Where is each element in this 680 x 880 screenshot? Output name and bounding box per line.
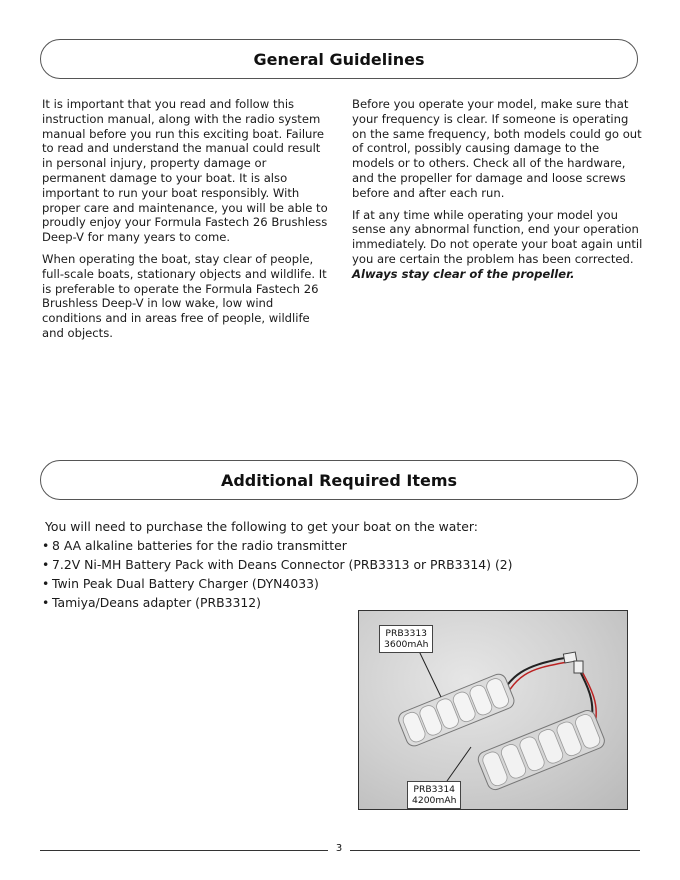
section-title: Additional Required Items [220, 470, 458, 490]
guidelines-paragraph: It is important that you read and follow this instruction manual, along with the radio system manual before you run this exciting boat. Failure to read and understand the manual could result in personal injury, property damage or permanent damage to your boat. It is also important to run your boat responsibly. With proper care and maintenance, you will be able to proudly enjoy your Formula Fastech 26 Brushless Deep-V for many years to come. [42, 97, 328, 245]
callout-capacity: 3600mAh [384, 639, 429, 650]
callout-leader [419, 651, 441, 697]
section-banner-general-guidelines [40, 39, 638, 79]
page-number: 3 [335, 843, 343, 854]
callout-prb3314 [407, 781, 461, 809]
list-item-text: 7.2V Ni-MH Battery Pack with Deans Connector (PRB3313 or PRB3314) (2) [52, 557, 513, 572]
list-item-text: 8 AA alkaline batteries for the radio transmitter [52, 538, 347, 553]
callout-part: PRB3313 [385, 628, 428, 639]
guidelines-paragraph [352, 208, 644, 282]
propeller-warning: Always stay clear of the propeller. [352, 266, 575, 281]
callout-part: PRB3314 [413, 784, 456, 795]
footer-rule-right [350, 850, 640, 851]
footer-rule-left [40, 850, 328, 851]
callout-prb3313 [379, 625, 433, 653]
bullet: • [42, 538, 50, 553]
section-title: General Guidelines [253, 49, 425, 69]
list-item [42, 536, 645, 555]
guidelines-right-column [352, 97, 644, 289]
required-items-list [42, 536, 645, 612]
guidelines-left-column [42, 97, 332, 348]
list-item [42, 555, 645, 574]
bullet: • [42, 576, 50, 591]
required-items [42, 517, 645, 612]
callout-leader [447, 747, 471, 781]
battery-packs-photo [358, 610, 628, 810]
callout-capacity: 4200mAh [412, 795, 457, 806]
guidelines-paragraph-text: If at any time while operating your model you sense any abnormal function, end your operation immediately. Do not operate your boat again until you are certain the problem has been corrected. [352, 207, 643, 266]
list-item [42, 574, 645, 593]
required-items-intro: You will need to purchase the following to get your boat on the water: [45, 519, 478, 534]
list-item-text: Twin Peak Dual Battery Charger (DYN4033) [52, 576, 319, 591]
battery-pack-2 [476, 708, 607, 792]
list-item-text: Tamiya/Deans adapter (PRB3312) [52, 595, 261, 610]
guidelines-paragraph: When operating the boat, stay clear of people, full-scale boats, stationary objects and wildlife. It is preferable to operate the Formula Fastech 26 Brushless Deep-V in low wake, low wind conditions and in areas free of people, wildlife and objects. [42, 251, 327, 340]
section-banner-additional-items [40, 460, 638, 500]
connector [574, 661, 583, 673]
bullet: • [42, 595, 50, 610]
battery-pack-1 [396, 672, 516, 748]
bullet: • [42, 557, 50, 572]
guidelines-paragraph: Before you operate your model, make sure that your frequency is clear. If someone is operating on the same frequency, both models could go out of control, possibly causing damage to the models or to others. Check all of the hardware, and the propeller for damage and loose screws before and after each run. [352, 97, 642, 200]
